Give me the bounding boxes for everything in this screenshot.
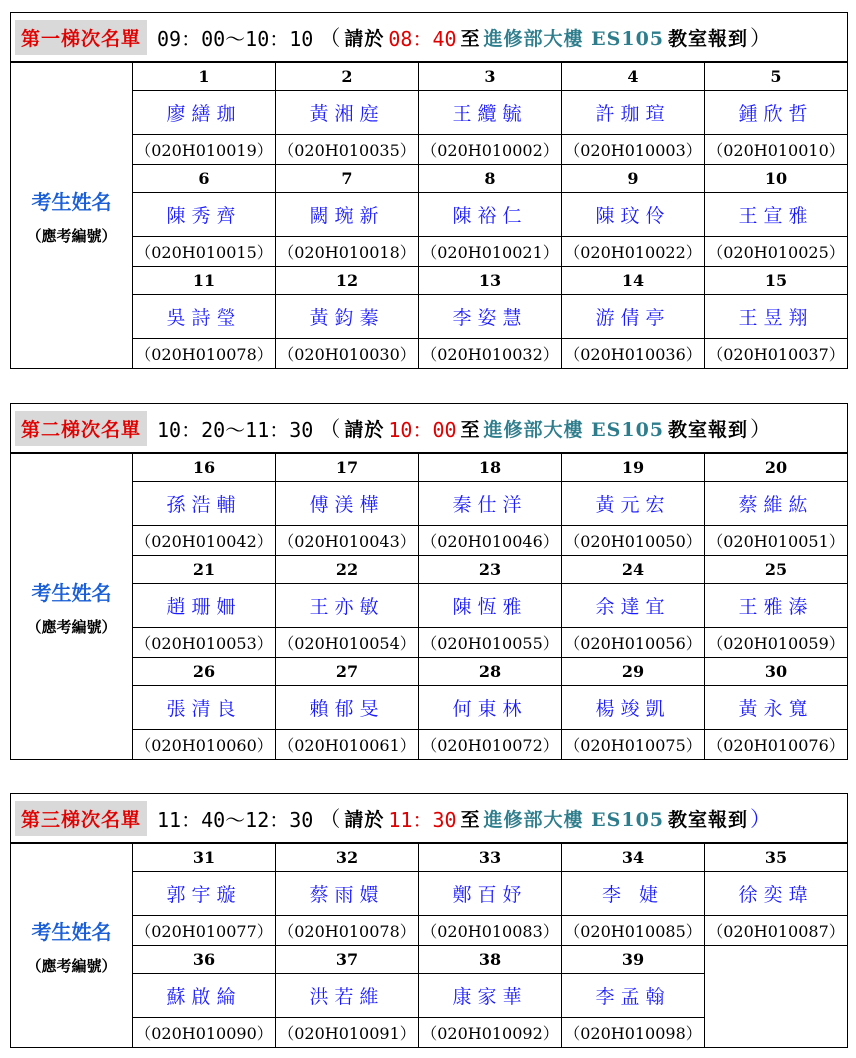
- seat-number: 34: [562, 844, 705, 872]
- seat-number: 31: [133, 844, 276, 872]
- empty-cell: [705, 974, 848, 1018]
- candidate-name: 余達宜: [562, 584, 705, 628]
- seat-number: 32: [276, 844, 419, 872]
- candidate-id: （020H010060）: [133, 730, 276, 760]
- candidate-name: 鄭百妤: [419, 872, 562, 916]
- seat-number: 6: [133, 165, 276, 193]
- candidate-id: （020H010090）: [133, 1018, 276, 1048]
- candidate-name: 何東林: [419, 686, 562, 730]
- candidate-id: （020H010042）: [133, 526, 276, 556]
- seat-number: 35: [705, 844, 848, 872]
- candidate-id: （020H010018）: [276, 237, 419, 267]
- candidate-id: （020H010056）: [562, 628, 705, 658]
- to-text: 至: [460, 808, 480, 831]
- seat-number: 17: [276, 454, 419, 482]
- seat-number: 30: [705, 658, 848, 686]
- seat-number: 13: [419, 267, 562, 295]
- batch-time: 10：20～11：30: [157, 417, 314, 442]
- seat-number: 21: [133, 556, 276, 584]
- to-text: 至: [460, 27, 480, 50]
- candidate-name: 李姿慧: [419, 295, 562, 339]
- candidate-name: 蘇啟綸: [133, 974, 276, 1018]
- seat-number: 23: [419, 556, 562, 584]
- batch-header: [10, 12, 848, 62]
- seat-number: 9: [562, 165, 705, 193]
- report-time: 08：40: [388, 26, 457, 51]
- candidate-id: （020H010053）: [133, 628, 276, 658]
- candidate-name: 王纜毓: [419, 91, 562, 135]
- close-paren: ）: [750, 807, 772, 831]
- candidate-name: 陳玟伶: [562, 193, 705, 237]
- seat-number: 26: [133, 658, 276, 686]
- candidate-name: 黃鈞蓁: [276, 295, 419, 339]
- candidate-name: 吳詩瑩: [133, 295, 276, 339]
- open-paren: （: [319, 807, 341, 831]
- seat-number: 24: [562, 556, 705, 584]
- seat-number: 7: [276, 165, 419, 193]
- open-paren: （: [319, 26, 341, 50]
- candidate-name: 黃元宏: [562, 482, 705, 526]
- seat-number: 5: [705, 63, 848, 91]
- candidate-name: 李 婕: [562, 872, 705, 916]
- candidate-id: （020H010010）: [705, 135, 848, 165]
- batch-time: 09：00～10：10: [157, 26, 314, 51]
- candidate-table: [10, 453, 848, 760]
- seat-number: 10: [705, 165, 848, 193]
- candidate-name: 趙珊姍: [133, 584, 276, 628]
- candidate-name: 賴郁旻: [276, 686, 419, 730]
- candidate-id: （020H010061）: [276, 730, 419, 760]
- candidate-id: （020H010072）: [419, 730, 562, 760]
- label-main: 考生姓名: [31, 189, 112, 214]
- candidate-name: 黃永寬: [705, 686, 848, 730]
- batch-1: [10, 12, 848, 369]
- candidate-id: （020H010078）: [276, 916, 419, 946]
- candidate-id: （020H010092）: [419, 1018, 562, 1048]
- seat-number: 36: [133, 946, 276, 974]
- seat-number: 20: [705, 454, 848, 482]
- candidate-name: 傅渼樺: [276, 482, 419, 526]
- seat-number: 14: [562, 267, 705, 295]
- candidate-name: 郭宇璇: [133, 872, 276, 916]
- candidate-name: 王昱翔: [705, 295, 848, 339]
- seat-number: 19: [562, 454, 705, 482]
- batch-title: 第一梯次名單: [15, 20, 147, 55]
- candidate-id: （020H010078）: [133, 339, 276, 369]
- candidate-id: （020H010019）: [133, 135, 276, 165]
- candidate-id: （020H010085）: [562, 916, 705, 946]
- batch-3: [10, 793, 848, 1048]
- candidate-id: （020H010075）: [562, 730, 705, 760]
- seat-number: 28: [419, 658, 562, 686]
- candidate-id: （020H010002）: [419, 135, 562, 165]
- seat-number: 3: [419, 63, 562, 91]
- batch-2: [10, 403, 848, 760]
- report-prefix: 請於: [344, 418, 385, 441]
- candidate-id: （020H010025）: [705, 237, 848, 267]
- label-main: 考生姓名: [31, 919, 112, 944]
- candidate-id: （020H010083）: [419, 916, 562, 946]
- report-time: 10：00: [388, 417, 457, 442]
- candidate-id: （020H010036）: [562, 339, 705, 369]
- candidate-table: [10, 843, 848, 1048]
- seat-number: 8: [419, 165, 562, 193]
- batch-title: 第三梯次名單: [15, 801, 147, 836]
- report-place: 進修部大樓 ES105: [483, 418, 665, 441]
- candidate-id: （020H010030）: [276, 339, 419, 369]
- room-text: 教室報到: [668, 808, 749, 831]
- candidate-id: （020H010087）: [705, 916, 848, 946]
- column-label: [11, 844, 133, 1048]
- candidate-id: （020H010050）: [562, 526, 705, 556]
- batch-header: [10, 403, 848, 453]
- open-paren: （: [319, 417, 341, 441]
- candidate-name: 蔡維紘: [705, 482, 848, 526]
- label-sub: （應考編號）: [26, 226, 117, 245]
- candidate-name: 洪若維: [276, 974, 419, 1018]
- candidate-name: 陳裕仁: [419, 193, 562, 237]
- candidate-name: 黃湘庭: [276, 91, 419, 135]
- candidate-id: （020H010051）: [705, 526, 848, 556]
- label-sub: （應考編號）: [26, 617, 117, 636]
- candidate-id: （020H010046）: [419, 526, 562, 556]
- candidate-name: 陳秀齊: [133, 193, 276, 237]
- seat-number: 16: [133, 454, 276, 482]
- candidate-id: （020H010054）: [276, 628, 419, 658]
- candidate-id: （020H010059）: [705, 628, 848, 658]
- candidate-id: （020H010076）: [705, 730, 848, 760]
- report-prefix: 請於: [344, 27, 385, 50]
- candidate-name: 王亦敏: [276, 584, 419, 628]
- label-sub: （應考編號）: [26, 956, 117, 975]
- column-label: [11, 454, 133, 760]
- candidate-id: （020H010003）: [562, 135, 705, 165]
- seat-number: 18: [419, 454, 562, 482]
- empty-cell: [705, 946, 848, 974]
- candidate-id: （020H010037）: [705, 339, 848, 369]
- seat-number: 12: [276, 267, 419, 295]
- batch-time: 11：40～12：30: [157, 807, 314, 832]
- candidate-id: （020H010098）: [562, 1018, 705, 1048]
- candidate-id: （020H010021）: [419, 237, 562, 267]
- candidate-id: （020H010032）: [419, 339, 562, 369]
- seat-number: 37: [276, 946, 419, 974]
- candidate-name: 廖繕珈: [133, 91, 276, 135]
- seat-number: 11: [133, 267, 276, 295]
- empty-cell: [705, 1018, 848, 1048]
- candidate-id: （020H010077）: [133, 916, 276, 946]
- candidate-id: （020H010035）: [276, 135, 419, 165]
- seat-number: 27: [276, 658, 419, 686]
- candidate-id: （020H010055）: [419, 628, 562, 658]
- candidate-name: 康家華: [419, 974, 562, 1018]
- to-text: 至: [460, 418, 480, 441]
- report-prefix: 請於: [344, 808, 385, 831]
- candidate-table: [10, 62, 848, 369]
- column-label: [11, 63, 133, 369]
- room-text: 教室報到: [668, 27, 749, 50]
- seat-number: 38: [419, 946, 562, 974]
- candidate-name: 張清良: [133, 686, 276, 730]
- report-place: 進修部大樓 ES105: [483, 27, 665, 50]
- candidate-id: （020H010043）: [276, 526, 419, 556]
- candidate-name: 王雅溱: [705, 584, 848, 628]
- seat-number: 15: [705, 267, 848, 295]
- seat-number: 1: [133, 63, 276, 91]
- report-time: 11：30: [388, 807, 457, 832]
- candidate-name: 孫浩輔: [133, 482, 276, 526]
- close-paren: ）: [750, 417, 772, 441]
- candidate-id: （020H010091）: [276, 1018, 419, 1048]
- batch-title: 第二梯次名單: [15, 411, 147, 446]
- seat-number: 22: [276, 556, 419, 584]
- candidate-name: 蔡雨嬛: [276, 872, 419, 916]
- seat-number: 4: [562, 63, 705, 91]
- seat-number: 39: [562, 946, 705, 974]
- candidate-id: （020H010015）: [133, 237, 276, 267]
- candidate-name: 楊竣凱: [562, 686, 705, 730]
- batch-header: [10, 793, 848, 843]
- room-text: 教室報到: [668, 418, 749, 441]
- report-place: 進修部大樓 ES105: [483, 808, 665, 831]
- candidate-name: 許珈瑄: [562, 91, 705, 135]
- seat-number: 29: [562, 658, 705, 686]
- seat-number: 2: [276, 63, 419, 91]
- label-main: 考生姓名: [31, 580, 112, 605]
- seat-number: 33: [419, 844, 562, 872]
- candidate-name: 陳恆雅: [419, 584, 562, 628]
- candidate-name: 王宣雅: [705, 193, 848, 237]
- candidate-name: 游倩亭: [562, 295, 705, 339]
- candidate-name: 李孟翰: [562, 974, 705, 1018]
- close-paren: ）: [750, 26, 772, 50]
- candidate-name: 徐奕瑋: [705, 872, 848, 916]
- candidate-name: 闕琬新: [276, 193, 419, 237]
- candidate-id: （020H010022）: [562, 237, 705, 267]
- candidate-name: 秦仕洋: [419, 482, 562, 526]
- candidate-name: 鍾欣哲: [705, 91, 848, 135]
- seat-number: 25: [705, 556, 848, 584]
